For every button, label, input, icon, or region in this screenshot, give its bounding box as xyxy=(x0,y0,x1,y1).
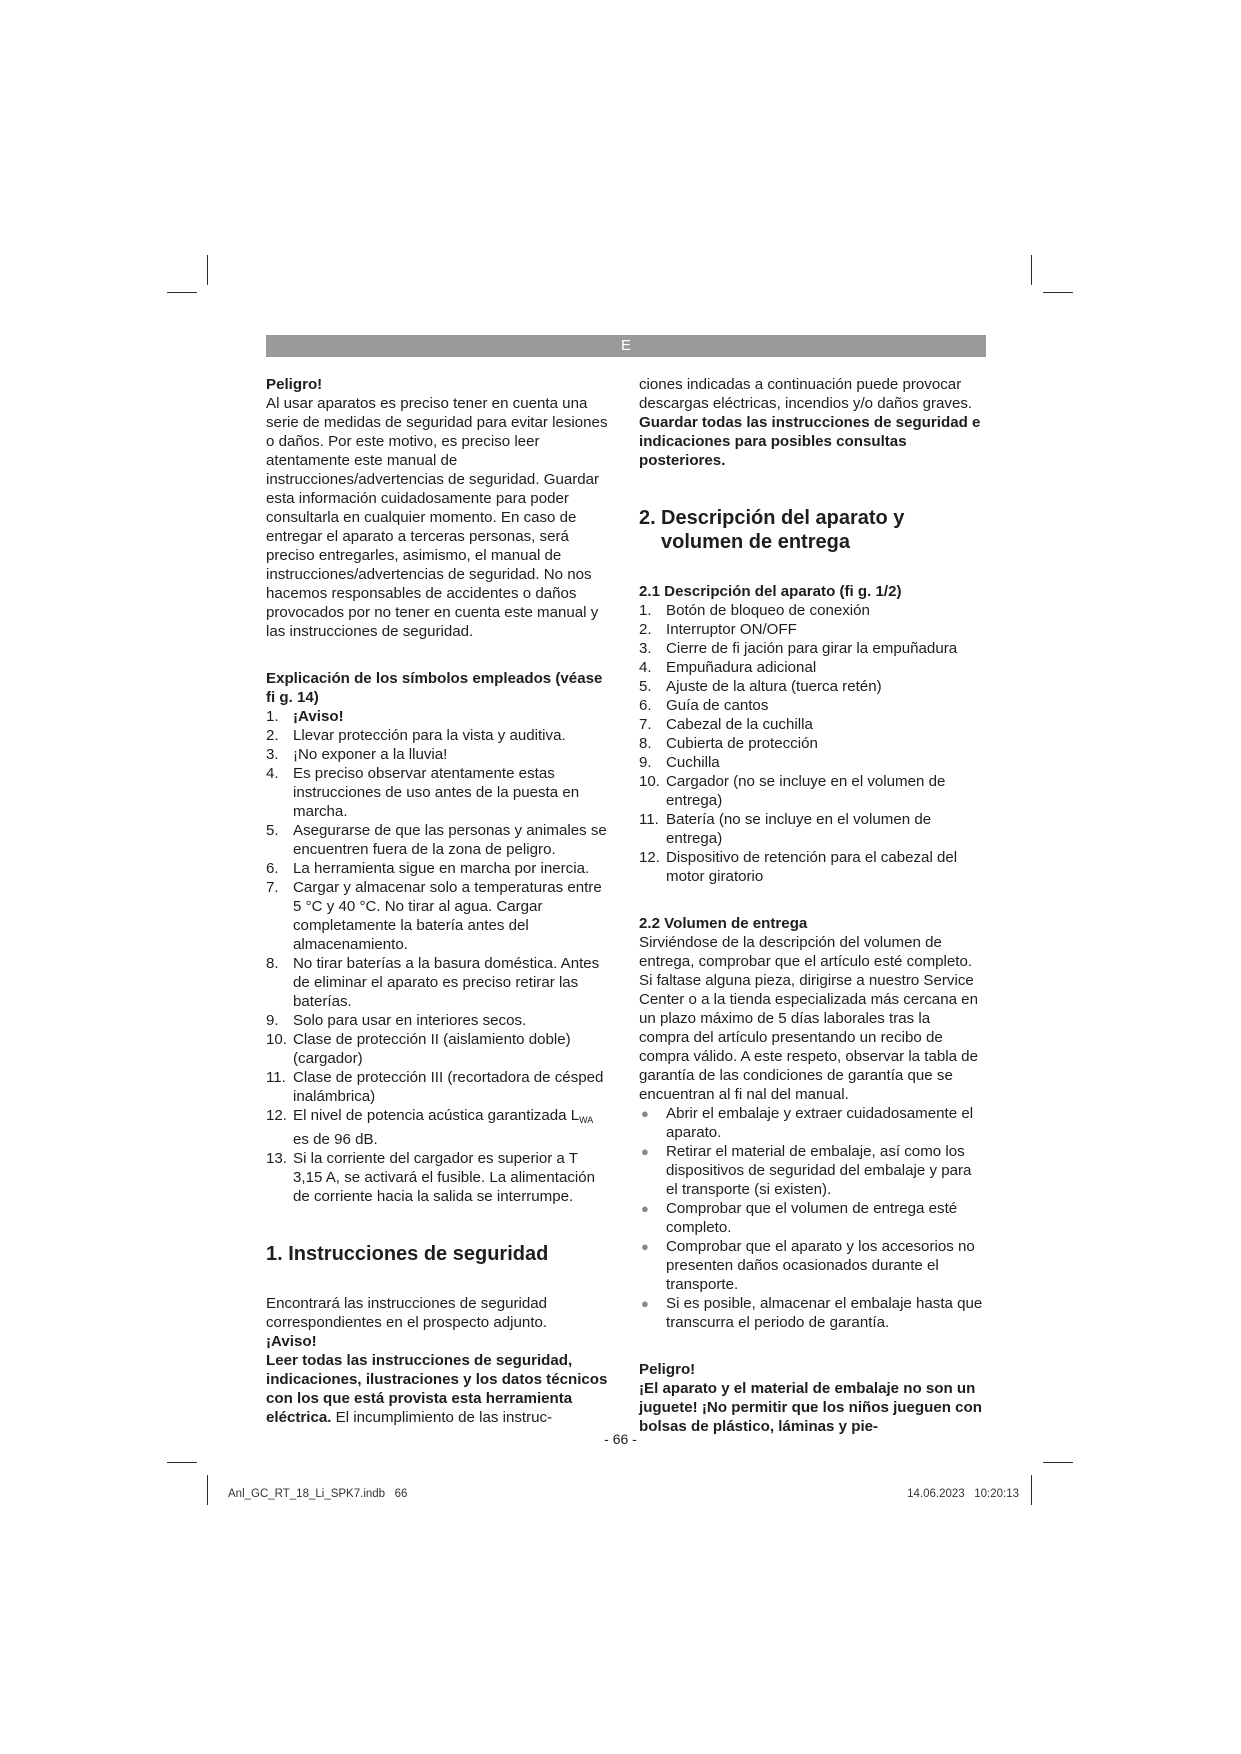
list-item: ● Abrir el embalaje y extraer cuidadosamente el aparato. xyxy=(641,1105,974,1141)
left-column xyxy=(266,375,611,1427)
list-item: 8. No tirar baterías a la basura doméstica. Antes de eliminar el aparato es preciso retirar las baterías. xyxy=(266,955,600,1010)
section-1-paragraph: Encontrará las instrucciones de seguridad correspondientes en el prospecto adjunto. xyxy=(266,1295,548,1331)
list-item: 1. Botón de bloqueo de conexión xyxy=(639,602,870,619)
crop-mark xyxy=(1043,1462,1073,1463)
bullet-icon: ● xyxy=(641,1106,649,1121)
list-item: 7. Cabezal de la cuchilla xyxy=(639,716,813,733)
page-number: - 66 - xyxy=(604,1431,637,1447)
list-item: ● Comprobar que el aparato y los accesorios no presenten daños ocasionados durante el transporte. xyxy=(641,1238,975,1293)
keep-instructions-note: Guardar todas las instrucciones de seguridad e indicaciones para posibles consultas posteriores. xyxy=(639,414,981,469)
crop-mark xyxy=(1043,292,1073,293)
list-item: 4. Empuñadura adicional xyxy=(639,659,817,676)
list-item: 10. Clase de protección II (aislamiento doble) (cargador) xyxy=(266,1031,571,1067)
list-item: 9. Solo para usar en interiores secos. xyxy=(266,1012,527,1029)
language-header-bar xyxy=(266,335,986,357)
parts-list xyxy=(639,601,984,886)
language-code: E xyxy=(620,337,631,354)
bullet-icon: ● xyxy=(641,1201,649,1216)
list-item: 5. Ajuste de la altura (tuerca retén) xyxy=(639,678,882,695)
crop-mark xyxy=(207,1475,208,1505)
symbols-heading: Explicación de los símbolos empleados (véase fi g. 14) xyxy=(266,670,603,706)
list-item: 2. Llevar protección para la vista y auditiva. xyxy=(266,727,566,744)
list-item: 4. Es preciso observar atentamente estas instrucciones de uso antes de la puesta en marcha. xyxy=(266,765,580,820)
section-2-heading: 2. Descripción del aparato y volumen de entrega xyxy=(639,507,905,553)
list-item: ● Retirar el material de embalaje, así como los dispositivos de seguridad del embalaje y para el transporte (si existen). xyxy=(641,1143,972,1198)
crop-mark xyxy=(1031,1475,1032,1505)
list-item: 5. Asegurarse de que las personas y animales se encuentren fuera de la zona de peligro. xyxy=(266,822,607,858)
crop-mark xyxy=(207,255,208,285)
warning-heading: ¡Aviso! xyxy=(266,1333,317,1350)
list-item: 3. ¡No exponer a la lluvia! xyxy=(266,746,448,763)
danger-heading: Peligro! xyxy=(266,376,323,393)
section-1-heading: 1. Instrucciones de seguridad xyxy=(266,1243,549,1265)
list-item: 11. Clase de protección III (recortadora de césped inalámbrica) xyxy=(266,1069,604,1105)
list-item: 13. Si la corriente del cargador es superior a T 3,15 A, se activará el fusible. La alimentación de corriente hacia la salida se interrumpe. xyxy=(266,1150,596,1205)
delivery-paragraph: Sirviéndose de la descripción del volumen de entrega, comprobar que el artículo esté completo. Si faltase alguna pieza, dirigirse a nuestro Service Center o a la tienda especializada más cercana en un plazo máximo de 5 días laborales tras la compra del artículo presentando un recibo de compra válido. A este respeto, observar la tabla de garantía de las condiciones de garantía que se encuentran al fi nal del manual. xyxy=(639,934,978,1103)
list-item: 6. La herramienta sigue en marcha por inercia. xyxy=(266,860,590,877)
continued-paragraph: ciones indicadas a continuación puede provocar descargas eléctricas, incendios y/o daños graves. xyxy=(639,376,973,412)
bullet-icon: ● xyxy=(641,1144,649,1159)
list-item: 3. Cierre de fi jación para girar la empuñadura xyxy=(639,640,958,657)
list-item: 2. Interruptor ON/OFF xyxy=(639,621,797,638)
danger-heading-2: Peligro! xyxy=(639,1361,696,1378)
crop-mark xyxy=(1031,255,1032,285)
crop-mark xyxy=(167,292,197,293)
unpacking-list xyxy=(639,1104,984,1332)
subsection-2-2-heading: 2.2 Volumen de entrega xyxy=(639,915,808,932)
list-item: 7. Cargar y almacenar solo a temperaturas entre 5 °C y 40 °C. No tirar al agua. Cargar completamente la batería antes del almacenamiento. xyxy=(266,879,602,953)
warning-paragraph: Leer todas las instrucciones de seguridad, indicaciones, ilustraciones y los datos técnicos con los que está provista esta herramienta eléctrica. El incumplimiento de las instruc- xyxy=(266,1352,608,1426)
list-item: 1. ¡Aviso! xyxy=(266,708,344,725)
list-item: 9. Cuchilla xyxy=(639,754,720,771)
bullet-icon: ● xyxy=(641,1296,649,1311)
crop-mark xyxy=(167,1462,197,1463)
symbols-list xyxy=(266,707,611,1206)
list-item: 6. Guía de cantos xyxy=(639,697,769,714)
danger-paragraph: Al usar aparatos es preciso tener en cuenta una serie de medidas de seguridad para evitar lesiones o daños. Por este motivo, es preciso leer atentamente este manual de instrucciones/advertencias de seguridad. Guardar esta información cuidadosamente para poder consultarla en cualquier momento. En caso de entregar el aparato a terceras personas, será preciso entregarles, asimismo, el manual de instrucciones/advertencias de seguridad. No nos hacemos responsables de accidentes o daños provocados por no tener en cuenta este manual y las instrucciones de seguridad. xyxy=(266,395,608,640)
bullet-icon: ● xyxy=(641,1239,649,1254)
right-column xyxy=(639,375,984,1436)
list-item: 11. Batería (no se incluye en el volumen de entrega) xyxy=(639,811,932,847)
list-item: 8. Cubierta de protección xyxy=(639,735,818,752)
list-item: 12. Dispositivo de retención para el cabezal del motor giratorio xyxy=(639,849,958,885)
list-item: ● Si es posible, almacenar el embalaje hasta que transcurra el periodo de garantía. xyxy=(641,1295,983,1331)
footer-file-name: Anl_GC_RT_18_Li_SPK7.indb 66 xyxy=(228,1488,408,1500)
subsection-2-1-heading: 2.1 Descripción del aparato (fi g. 1/2) xyxy=(639,583,902,600)
list-item: 10. Cargador (no se incluye en el volumen de entrega) xyxy=(639,773,946,809)
danger-paragraph-2: ¡El aparato y el material de embalaje no son un juguete! ¡No permitir que los niños jueguen con bolsas de plástico, láminas y pie- xyxy=(639,1380,982,1435)
footer-datetime: 14.06.2023 10:20:13 xyxy=(907,1488,1019,1500)
list-item: 12. El nivel de potencia acústica garantizada $L_{WA}$ es de 96 dB. xyxy=(266,1107,594,1148)
list-item: ● Comprobar que el volumen de entrega esté completo. xyxy=(641,1200,958,1236)
